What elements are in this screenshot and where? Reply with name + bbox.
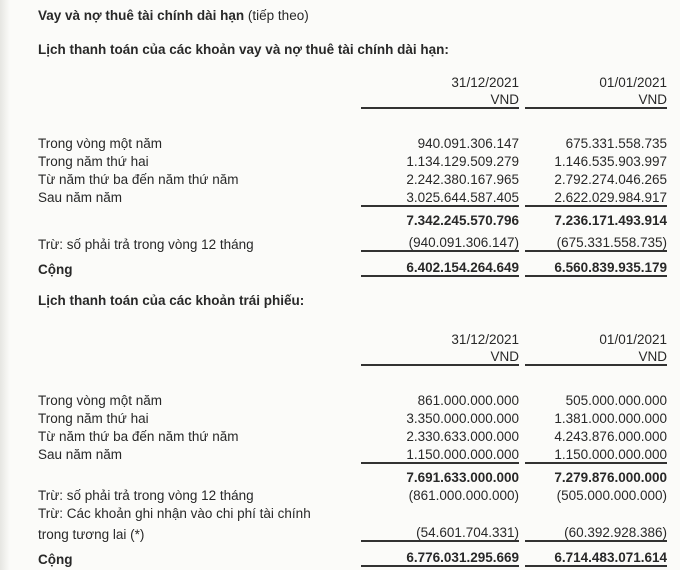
less-within-12-months-row	[38, 485, 667, 503]
row-label: Sau năm năm	[38, 189, 123, 205]
row-value-col2: 675.331.558.735	[565, 135, 667, 151]
row-label: Trong năm thứ hai	[38, 410, 149, 426]
table-row	[38, 151, 667, 169]
total-value-col1: 6.776.031.295.669	[361, 542, 519, 567]
row-label: Trong vòng một năm	[38, 135, 163, 151]
total-value-col2: 6.560.839.935.179	[525, 252, 667, 277]
row-label: Trừ: số phải trả trong vòng 12 tháng	[38, 487, 254, 503]
table-row	[38, 444, 667, 462]
row-label: Trừ: số phải trả trong vòng 12 tháng	[38, 236, 254, 252]
row-value-col2: (60.392.928.386)	[525, 521, 667, 542]
note-title	[38, 8, 680, 24]
row-label: Trong năm thứ hai	[38, 153, 149, 169]
row-label: Từ năm thứ ba đến năm thứ năm	[38, 171, 239, 187]
loan-schedule-heading: Lịch thanh toán của các khoản vay và nợ thuê tài chính dài hạn:	[38, 42, 449, 57]
row-value-col2: 1.146.535.903.997	[554, 153, 667, 169]
row-value-col2: (505.000.000.000)	[556, 487, 667, 503]
table-row	[38, 169, 667, 187]
column-header-dates	[38, 62, 667, 90]
table-row	[38, 187, 667, 205]
row-label: Sau năm năm	[38, 446, 123, 462]
column-header-dates	[38, 319, 667, 347]
col2-unit-header: VND	[525, 347, 667, 366]
table-row	[38, 426, 667, 444]
less-future-finance-cost-row-line1	[38, 503, 667, 521]
note-title-text: Vay và nợ thuê tài chính dài hạn	[38, 8, 245, 23]
subtotal-value-col2: 7.279.876.000.000	[525, 462, 667, 485]
row-value-col2: 2.622.029.984.917	[554, 189, 667, 205]
total-label: Cộng	[38, 261, 73, 277]
subtotal-value-col1: 7.691.633.000.000	[361, 462, 519, 485]
row-value-col1: 3.025.644.587.405	[406, 189, 519, 205]
row-value-col1: (54.601.704.331)	[361, 521, 519, 542]
subtotal-value-col2: 7.236.171.493.914	[525, 205, 667, 228]
row-value-col1: 1.134.129.509.279	[406, 153, 519, 169]
row-value-col1: (861.000.000.000)	[408, 487, 519, 503]
col2-unit-header: VND	[525, 90, 667, 109]
row-value-col2: (675.331.558.735)	[525, 228, 667, 252]
row-value-col1: 940.091.306.147	[417, 135, 519, 151]
row-value-col1: 1.150.000.000.000	[406, 446, 519, 462]
col2-date-header: 01/01/2021	[599, 331, 667, 347]
table-row	[38, 408, 667, 426]
column-header-units	[38, 347, 667, 366]
row-value-col1: (940.091.306.147)	[361, 228, 519, 252]
row-value-col1: 861.000.000.000	[417, 392, 519, 408]
col1-unit-header: VND	[361, 347, 519, 366]
less-future-finance-cost-row-line2	[38, 521, 667, 542]
column-header-units	[38, 90, 667, 109]
total-row	[38, 252, 667, 277]
bond-schedule-table	[32, 319, 673, 567]
bond-schedule-heading: Lịch thanh toán của các khoản trái phiếu:	[38, 293, 305, 308]
subtotal-row	[38, 462, 667, 485]
note-title-continuation: (tiếp theo)	[247, 8, 309, 23]
row-value-col2: 2.792.274.046.265	[554, 171, 667, 187]
row-value-col2: 4.243.876.000.000	[554, 428, 667, 444]
loan-schedule-table	[32, 62, 673, 277]
row-label: trong tương lai (*)	[38, 526, 145, 542]
total-label: Cộng	[38, 551, 73, 567]
total-value-col2: 6.714.483.071.614	[525, 542, 667, 567]
subtotal-row	[38, 205, 667, 228]
row-label: Trừ: Các khoản ghi nhận vào chi phí tài chính	[38, 505, 311, 521]
row-value-col2: 1.150.000.000.000	[554, 446, 667, 462]
less-within-12-months-row	[38, 228, 667, 252]
row-value-col1: 2.330.633.000.000	[406, 428, 519, 444]
table-row	[38, 390, 667, 408]
table-row	[38, 133, 667, 151]
row-value-col2: 1.381.000.000.000	[554, 410, 667, 426]
col1-date-header: 31/12/2021	[451, 74, 519, 90]
col1-date-header: 31/12/2021	[451, 331, 519, 347]
col1-unit-header: VND	[361, 90, 519, 109]
row-value-col1: 3.350.000.000.000	[406, 410, 519, 426]
total-value-col1: 6.402.154.264.649	[361, 252, 519, 277]
row-label: Từ năm thứ ba đến năm thứ năm	[38, 428, 239, 444]
row-value-col1: 2.242.380.167.965	[406, 171, 519, 187]
row-label: Trong vòng một năm	[38, 392, 163, 408]
col2-date-header: 01/01/2021	[599, 74, 667, 90]
subtotal-value-col1: 7.342.245.570.796	[361, 205, 519, 228]
total-row	[38, 542, 667, 567]
row-value-col2: 505.000.000.000	[565, 392, 667, 408]
